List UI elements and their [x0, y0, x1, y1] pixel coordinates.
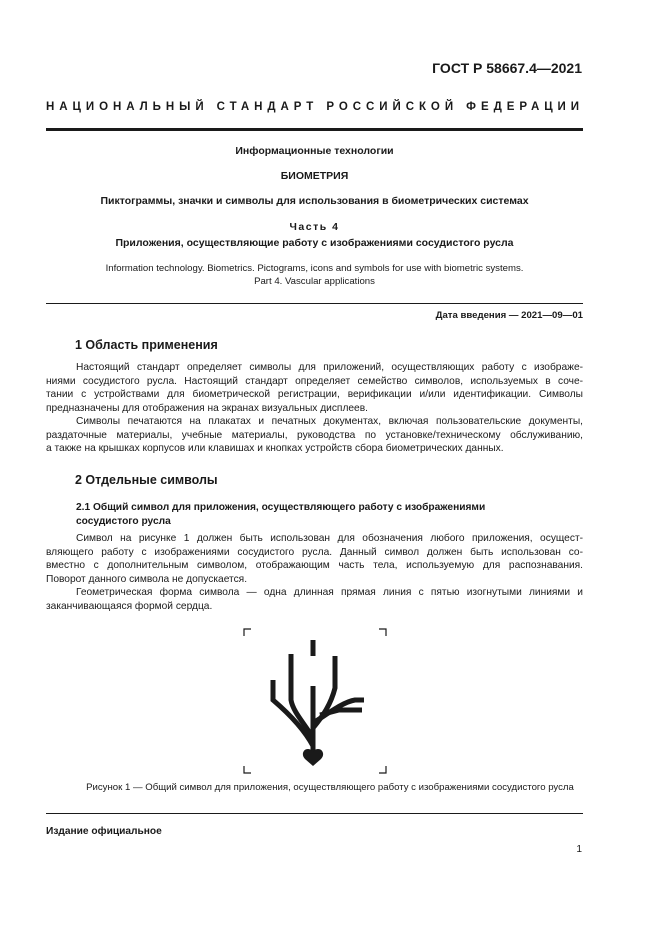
text-line: вляющего работу с изображениями сосудистого русла. Данный символ должен быть использован со- — [46, 546, 583, 558]
text-line: Настоящий стандарт определяет символы для приложений, осуществляющих работу с изображе- — [76, 362, 583, 373]
national-standard-banner: НАЦИОНАЛЬНЫЙ СТАНДАРТ РОССИЙСКОЙ ФЕДЕРАЦИИ — [46, 101, 584, 113]
subsection-heading-line: сосудистого русла — [76, 516, 171, 527]
title-divider — [46, 303, 583, 304]
text-line: раздаточные материалы, учебные материалы, руководства по установке/техническому обслуживанию, — [46, 429, 583, 441]
footer-divider — [46, 813, 583, 814]
subsection-2-1-heading — [76, 501, 485, 529]
english-title — [46, 263, 583, 288]
english-title-line2: Part 4. Vascular applications — [254, 275, 375, 287]
title-category: Информационные технологии — [235, 145, 394, 157]
text-line: предназначены для отображения на экранах визуальных дисплеев. — [46, 402, 368, 414]
header-divider — [46, 128, 583, 131]
text-line: Символ на рисунке 1 должен быть использован для обозначения любого приложения, осущест- — [76, 533, 583, 544]
title-main: БИОМЕТРИЯ — [280, 170, 349, 182]
edition-label: Издание официальное — [46, 826, 162, 837]
document-code: ГОСТ Р 58667.4—2021 — [432, 60, 582, 76]
title-part-name: Приложения, осуществляющие работу с изображениями сосудистого русла — [115, 237, 514, 249]
section-2-paragraph-1 — [46, 532, 583, 586]
text-line: Геометрическая форма символа — одна длинная прямая линия с пятью изогнутыми линиями и — [76, 587, 583, 598]
text-line: заканчивающаяся формой сердца. — [46, 600, 213, 612]
text-line: а также на крышках корпусов или клавишах и кнопках устройств сбора биометрических данных. — [46, 443, 504, 454]
text-line: Поворот данного символа не допускается. — [46, 573, 248, 585]
text-line: Символы печатаются на плакатах и печатных документах, включая пользовательские документы, — [76, 416, 583, 427]
text-line: тании с устройствами для биометрической регистрации, верификации и/или идентификации. Символы — [46, 389, 583, 400]
section-2-paragraph-2 — [46, 586, 583, 613]
section-2-heading: 2 Отдельные символы — [75, 473, 218, 487]
figure-caption: Рисунок 1 — Общий символ для приложения, осуществляющего работу с изображениями сосудистого русла — [86, 782, 574, 793]
page-number: 1 — [576, 844, 582, 855]
figure-1 — [243, 628, 387, 774]
vascular-symbol-icon — [243, 628, 387, 774]
section-1-paragraph-1 — [46, 361, 583, 415]
title-part: Часть 4 — [289, 221, 340, 233]
section-1-heading: 1 Область применения — [75, 338, 218, 352]
text-line: ниями сосудистого русла. Настоящий стандарт определяет семейство символов, используемых в соче- — [46, 375, 583, 387]
subsection-heading-line: 2.1 Общий символ для приложения, осуществляющего работу с изображениями — [76, 502, 486, 513]
section-1-paragraph-2 — [46, 415, 583, 456]
text-line: вместно с дополнительным символом, отображающим часть тела, используемую для распознавания. — [46, 560, 583, 571]
introduction-date: Дата введения — 2021—09—01 — [435, 310, 583, 321]
english-title-line1: Information technology. Biometrics. Pictograms, icons and symbols for use with biometric systems. — [105, 263, 524, 274]
title-subtitle: Пиктограммы, значки и символы для использования в биометрических системах — [100, 195, 529, 207]
